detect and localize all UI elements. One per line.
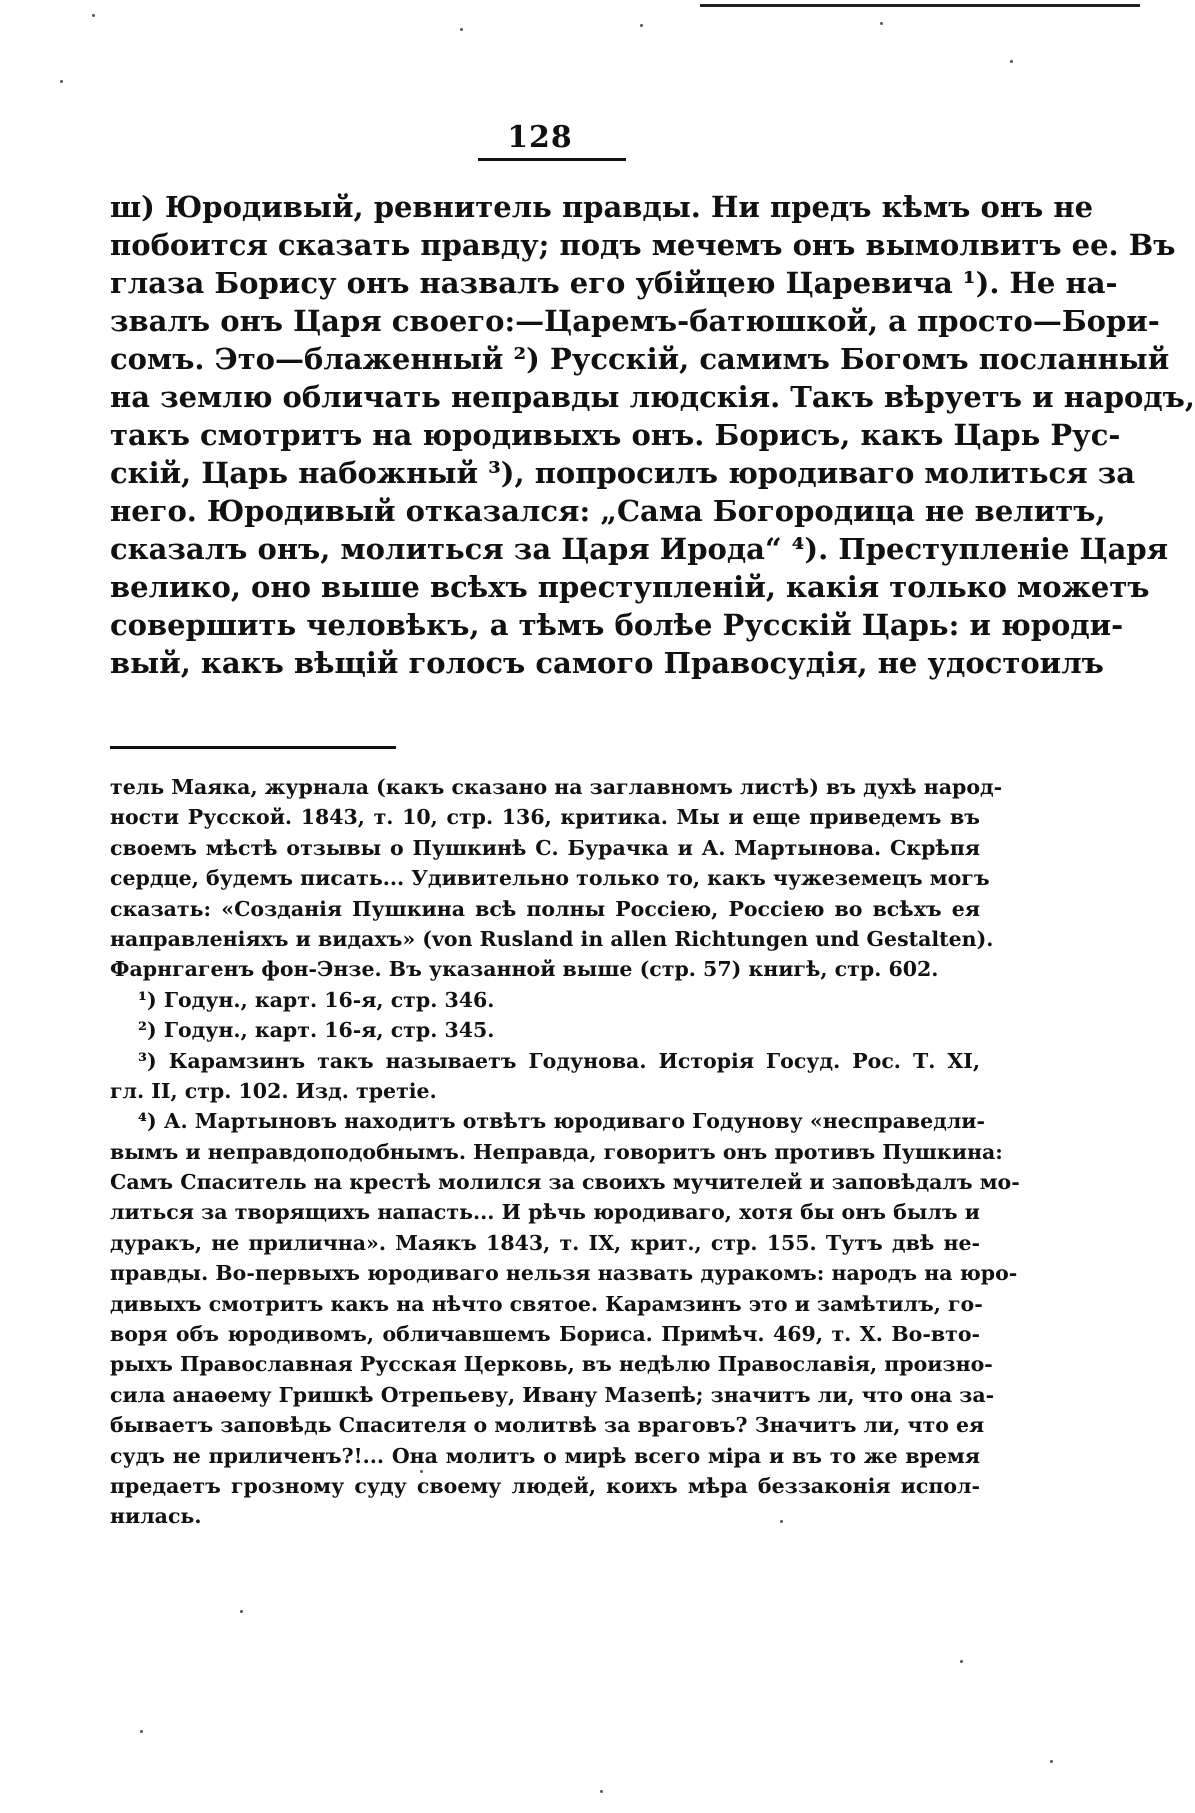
main-paragraph [110, 188, 1195, 682]
scan-speck [600, 1790, 603, 1793]
top-edge-rule [700, 4, 1140, 7]
text-line: глаза Борису онъ назвалъ его убійцею Царевича ¹). Не на- [110, 266, 1118, 300]
footnote-line: литься за творящихъ напасть... И рѣчь юродиваго, хотя бы онъ былъ и [110, 1200, 980, 1225]
footnote-line: сила анаѳему Гришкѣ Отрепьеву, Ивану Мазепѣ; значитъ ли, что она за- [110, 1382, 995, 1407]
text-line: вый, какъ вѣщій голосъ самого Правосудія, не удостоилъ [110, 646, 1104, 680]
footnote-line: гл. II, стр. 102. Изд. третіе. [110, 1078, 437, 1103]
text-line: звалъ онъ Царя своего:—Царемъ-батюшкой, а просто—Бори- [110, 304, 1160, 338]
text-line: него. Юродивый отказался: „Сама Богородица не велитъ, [110, 494, 1106, 528]
footnote-line: рыхъ Православная Русская Церковь, въ недѣлю Православія, произно- [110, 1352, 993, 1377]
footnote-line: бываетъ заповѣдь Спасителя о молитвѣ за враговъ? Значитъ ли, что ея [110, 1413, 985, 1438]
footnote-line: сердце, будемъ писать... Удивительно только то, какъ чужеземецъ могъ [110, 866, 990, 891]
footnote-3: ³) Карамзинъ такъ называетъ Годунова. Исторія Госуд. Рос. Т. XI, [138, 1048, 980, 1073]
scan-speck [140, 1730, 143, 1733]
footnotes [110, 772, 1020, 1532]
footnote-line: воря объ юродивомъ, обличавшемъ Бориса. Примѣч. 469, т. X. Во-вто- [110, 1322, 980, 1347]
footnote-line: Фарнгагенъ фон-Энзе. Въ указанной выше (стр. 57) книгѣ, стр. 602. [110, 957, 939, 982]
page-number-rule [478, 158, 626, 161]
footnote-line: нилась. [110, 1504, 202, 1529]
scan-speck [780, 1520, 783, 1523]
scan-speck [460, 28, 463, 31]
footnote-separator [110, 746, 396, 749]
footnote-line: дуракъ, не прилична». Маякъ 1843, т. IX, крит., стр. 155. Тутъ двѣ не- [110, 1230, 980, 1255]
text-line: сомъ. Это—блаженный ²) Русскій, самимъ Богомъ посланный [110, 342, 1170, 376]
footnote-line: сказать: «Созданія Пушкина всѣ полны Россіею, Россіею во всѣхъ ея [110, 896, 980, 921]
scan-speck [420, 1470, 423, 1473]
scan-speck [240, 1610, 243, 1613]
text-line: сказалъ онъ, молиться за Царя Ирода“ ⁴). Преступленіе Царя [110, 532, 1169, 566]
footnote-line: направленіяхъ и видахъ» (von Rusland in allen Richtungen und Gestalten). [110, 926, 994, 951]
scan-speck [640, 24, 643, 27]
footnote-line: судъ не приличенъ?!... Она молитъ о мирѣ всего міра и въ то же время [110, 1443, 980, 1468]
footnote-4: ⁴) А. Мартыновъ находитъ отвѣтъ юродиваго Годунову «несправедли- [138, 1109, 986, 1134]
footnote-1: ¹) Годун., карт. 16-я, стр. 346. [138, 987, 495, 1012]
text-line: велико, оно выше всѣхъ преступленій, какія только можетъ [110, 570, 1150, 604]
scan-speck [1010, 60, 1013, 63]
page-number: 128 [507, 120, 573, 155]
text-line: ш) Юродивый, ревнитель правды. Ни предъ кѣмъ онъ не [110, 190, 1094, 224]
footnote-line: Самъ Спаситель на крестѣ молился за своихъ мучителей и заповѣдалъ мо- [110, 1170, 1020, 1195]
scan-speck [1050, 1760, 1053, 1763]
footnote-line: вымъ и неправдоподобнымъ. Неправда, говоритъ онъ противъ Пушкина: [110, 1139, 1003, 1164]
footnote-line: тель Маяка, журнала (какъ сказано на заглавномъ листѣ) въ духѣ народ- [110, 775, 1003, 799]
scan-speck [960, 1660, 963, 1663]
text-line: побоится сказать правду; подъ мечемъ онъ вымолвитъ ее. Въ [110, 228, 1176, 262]
text-line: такъ смотритъ на юродивыхъ онъ. Борисъ, какъ Царь Рус- [110, 418, 1121, 452]
footnote-2: ²) Годун., карт. 16-я, стр. 345. [138, 1018, 495, 1043]
footnote-line: правды. Во-первыхъ юродиваго нельзя назвать дуракомъ: народъ на юро- [110, 1261, 1018, 1286]
footnote-line: предаетъ грозному суду своему людей, коихъ мѣра беззаконія испол- [110, 1473, 980, 1498]
scan-speck [880, 22, 883, 25]
scan-speck [92, 14, 95, 17]
footnote-line: своемъ мѣстѣ отзывы о Пушкинѣ С. Бурачка и А. Мартынова. Скрѣпя [110, 835, 980, 860]
text-line: на землю обличать неправды людскія. Такъ вѣруетъ и народъ, [110, 380, 1195, 414]
text-line: совершить человѣкъ, а тѣмъ болѣе Русскій Царь: и юроди- [110, 608, 1124, 642]
footnote-line: дивыхъ смотритъ какъ на нѣчто святое. Карамзинъ это и замѣтилъ, го- [110, 1291, 983, 1316]
text-line: скій, Царь набожный ³), попросилъ юродиваго молиться за [110, 456, 1136, 490]
footnote-line: ности Русской. 1843, т. 10, стр. 136, критика. Мы и еще приведемъ въ [110, 805, 980, 830]
scan-speck [60, 80, 63, 83]
